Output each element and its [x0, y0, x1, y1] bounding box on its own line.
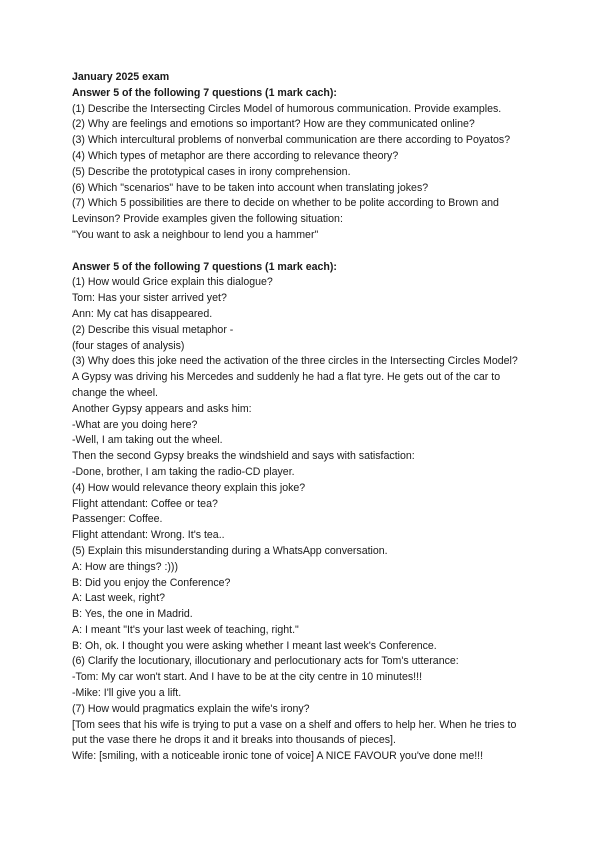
section-2-line: (2) Describe this visual metaphor -	[72, 323, 234, 336]
section-2-line: Tom: Has your sister arrived yet?	[72, 292, 227, 305]
section-2-line: (4) How would relevance theory explain this joke?	[72, 481, 306, 494]
section-2-line: (7) How would pragmatics explain the wife's irony?	[72, 702, 310, 715]
section-2-line: -Mike: I'll give you a lift.	[72, 687, 182, 700]
section-2-line: Another Gypsy appears and asks him:	[72, 402, 252, 415]
section-2-line: (1) How would Grice explain this dialogue?	[72, 276, 273, 289]
section-2-line: A: Last week, right?	[72, 592, 166, 605]
section-2-line: (5) Explain this misunderstanding during a WhatsApp conversation.	[72, 544, 388, 557]
section-2-line: A: I meant "It's your last week of teaching, right."	[72, 623, 299, 636]
section-2-line: -Well, I am taking out the wheel.	[72, 434, 223, 447]
section-2-line: (6) Clarify the locutionary, illocutionary and perlocutionary acts for Tom's utterance:	[72, 655, 459, 668]
section-1-question: (6) Which "scenarios" have to be taken into account when translating jokes?	[72, 181, 429, 194]
section-1-question: (2) Why are feelings and emotions so important? How are they communicated online?	[72, 118, 475, 131]
exam-document	[72, 70, 532, 765]
section-2-line: B: Did you enjoy the Conference?	[72, 576, 231, 589]
section-2-line: -Done, brother, I am taking the radio-CD player.	[72, 465, 295, 478]
section-2-line: [Tom sees that his wife is trying to put a vase on a shelf and offers to help her. When he tries to put the vase there he drops it and it breaks into thousands of pieces].	[72, 718, 517, 747]
section-2-line: A: How are things? :)))	[72, 560, 178, 573]
section-2-line: Passenger: Coffee.	[72, 513, 163, 526]
section-2-heading: Answer 5 of the following 7 questions (1 mark each):	[72, 260, 337, 273]
section-spacer	[72, 244, 532, 260]
section-2-line: (four stages of analysis)	[72, 339, 185, 352]
section-1-question: (1) Describe the Intersecting Circles Model of humorous communication. Provide examples.	[72, 102, 502, 115]
section-2-line: Flight attendant: Coffee or tea?	[72, 497, 218, 510]
exam-title: January 2025 exam	[72, 71, 170, 83]
section-2-line: Ann: My cat has disappeared.	[72, 307, 213, 320]
section-1-question: (7) Which 5 possibilities are there to decide on whether to be polite according to Brown and Levinson? Provide examples given the following situation:	[72, 197, 499, 226]
section-2-line: B: Oh, ok. I thought you were asking whether I meant last week's Conference.	[72, 639, 437, 652]
section-2-line: Wife: [smiling, with a noticeable ironic tone of voice] A NICE FAVOUR you've done me!!!	[72, 750, 484, 763]
section-2-line: Flight attendant: Wrong. It's tea..	[72, 529, 225, 542]
section-2-line: B: Yes, the one in Madrid.	[72, 608, 193, 621]
section-2-line: -Tom: My car won't start. And I have to be at the city centre in 10 minutes!!!	[72, 671, 423, 684]
section-1-quote: "You want to ask a neighbour to lend you a hammer"	[72, 228, 319, 241]
section-2-line: -What are you doing here?	[72, 418, 198, 431]
section-2-line: Then the second Gypsy breaks the windshield and says with satisfaction:	[72, 450, 415, 463]
section-1-question: (4) Which types of metaphor are there according to relevance theory?	[72, 149, 399, 162]
section-2-line: (3) Why does this joke need the activation of the three circles in the Intersecting Circles Model?	[72, 355, 518, 368]
section-2-line: A Gypsy was driving his Mercedes and suddenly he had a flat tyre. He gets out of the car to change the wheel.	[72, 371, 501, 399]
section-1-heading: Answer 5 of the following 7 questions (1 mark cach):	[72, 86, 337, 99]
section-1-question: (3) Which intercultural problems of nonverbal communication are there according to Poyatos?	[72, 134, 511, 147]
section-1-question: (5) Describe the prototypical cases in irony comprehension.	[72, 165, 351, 178]
